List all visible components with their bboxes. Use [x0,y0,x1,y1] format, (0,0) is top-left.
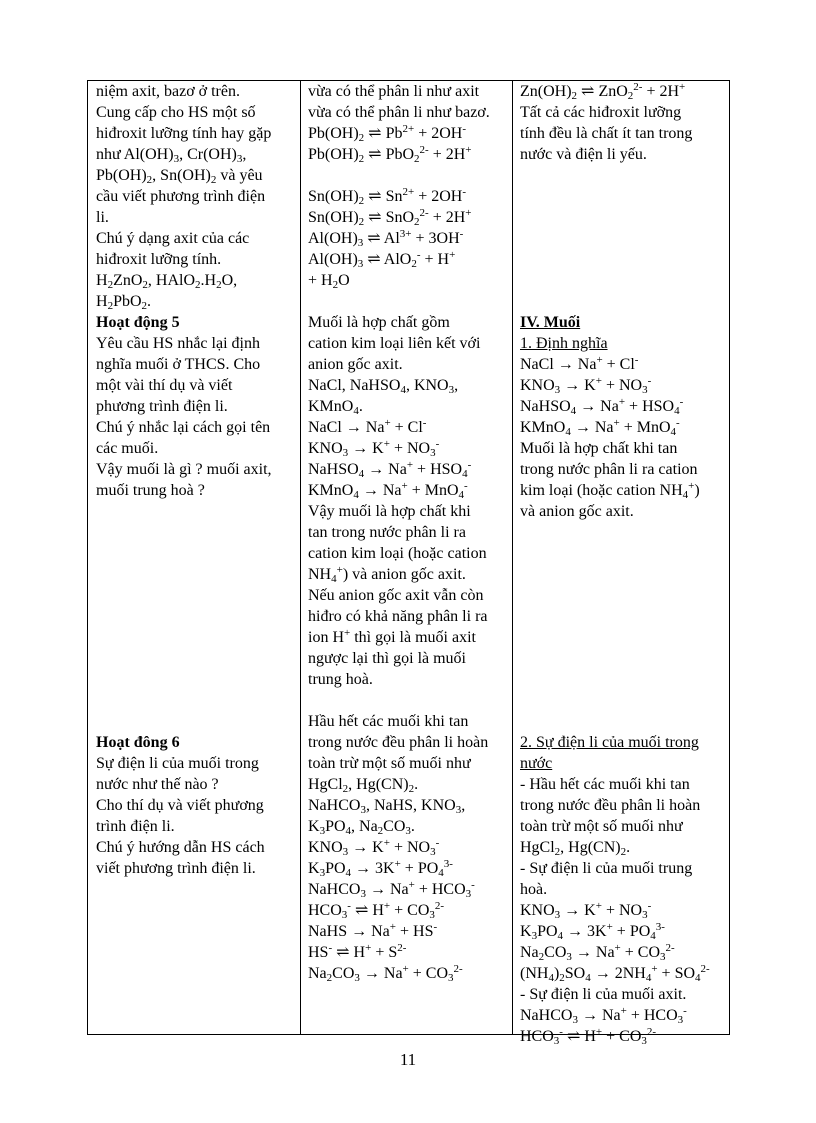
text-line: Vậy muối là gì ? muối axit, [96,461,272,478]
equation-line: NaCl → Na+ + Cl- [308,417,427,436]
formula-line: như $Al(OH)_3$, $Cr(OH)_3$, [96,146,247,165]
text-line: vừa có thể phân li như bazơ. [308,104,490,121]
text-line: Chú ý hướng dẫn HS cách [96,839,265,856]
student-activity-column [308,81,508,984]
equation-line: $K_3PO_4 \to 3K^+ + PO_4^{3-}$ [308,858,453,879]
text-line: hiđroxit lưỡng tính. [96,251,222,268]
equation-line: $KNO_3 \to K^+ + NO_3^-$ [520,375,652,396]
column-divider [512,81,513,1034]
equation-line: $Pb(OH)_2$ ⇌ PbO$_2^{2-}$ + 2H+ [308,144,472,165]
text-line: Nếu anion gốc axit vẫn còn [308,587,484,604]
text-line: tính đều là chất ít tan trong [520,125,693,142]
text-line: nghĩa muối ở THCS. Cho [96,356,261,373]
formula-line: HgCl$_2$, $Hg(CN)_2$. [308,776,419,795]
text-line: Hầu hết các muối khi tan [308,713,469,730]
formula-line: NaCl, NaHSO$_4$, $KNO_3$, [308,377,459,396]
text-line: Muối là hợp chất khi tan [520,440,678,457]
text-line: một vài thí dụ và viết [96,377,233,394]
equation-line: NaHCO$_3$ → $Na^+ + HCO_3^-$ [308,879,475,900]
text-line: các muối. [96,440,159,457]
equation-line: NaHSO$_4$ → $Na^+ + HSO_4^-$ [308,459,472,480]
formula-line: NaHCO$_3$, NaHS, $KNO_3$, [308,797,466,816]
text-line: muối trung hoà ? [96,482,205,499]
text-line: Yêu cầu HS nhắc lại định [96,335,260,352]
text-line: trung hoà. [308,671,373,688]
text-line: cation kim loại (hoặc cation [308,545,487,562]
text-line: - Sự điện li của muối axit. [520,986,687,1003]
equation-line: KMnO$_4$ → Na+ + MnO$_4$- [308,480,468,501]
formula-line: HgCl$_2$, $Hg(CN)_2$. [520,839,631,858]
text-line: - Hầu hết các muối khi tan [520,776,690,793]
text-line: hoà. [520,881,548,898]
teacher-activity-column [96,81,296,879]
text-line: cầu viết phương trình điện [96,188,266,205]
equation-line: $K_3PO_4 \to 3K^+ + PO_4^{3-}$ [520,921,665,942]
text-line: viết phương trình điện li. [96,860,256,877]
formula-line: $Pb(OH)_2$, $Sn(OH)_2$ và yêu [96,167,263,186]
equation-line: $Al(OH)_3$ ⇌ AlO$_2$- + H+ [308,249,456,270]
equation-line: NaHCO$_3$ → $Na^+ + HCO_3^-$ [520,1005,687,1026]
text-line: Vậy muối là hợp chất khi [308,503,471,520]
text-line: trình điện li. [96,818,175,835]
formula-line: $H_2ZnO_2$, $HAlO_2.H_2O$, [96,272,238,291]
formula-line: $H_2PbO_2$. [96,293,152,312]
equation-line: KMnO$_4$ → Na+ + MnO$_4$- [520,417,680,438]
text-line: hiđroxit lưỡng tính hay gặp [96,125,272,142]
text-line: nước và điện li yếu. [520,146,647,163]
text-line: trong nước đều phân li hoàn [308,734,489,751]
subsection-heading: 2. Sự điện li của muối trong [520,734,699,751]
text-line: hiđro có khả năng phân li ra [308,608,488,625]
equation-line: $Al(OH)_3$ ⇌ $Al^{3+} + 3OH^-$ [308,228,464,249]
text-line: li. [96,209,109,226]
subsection-heading: 1. Định nghĩa [520,335,608,352]
equation-line: $Sn(OH)_2$ ⇌ SnO$_2^{2-}$ + 2H+ [308,207,472,228]
text-line: cation kim loại liên kết với [308,335,481,352]
text-line: toàn trừ một số muối như [520,818,683,835]
section-heading: IV. Muối [520,314,581,331]
page-number: 11 [399,1050,417,1069]
equation-line: + $H_2O$ [308,272,350,291]
text-line: Cho thí dụ và viết phương [96,797,264,814]
equation-line: $KNO_3 \to K^+ + NO_3^-$ [520,900,652,921]
text-line: Chú ý dạng axit của các [96,230,250,247]
formula-line: kim loại (hoặc cation $NH_4^+$) [520,480,700,501]
text-line: Chú ý nhắc lại cách gọi tên [96,419,271,436]
lesson-table [87,80,730,1047]
equation-line: $Zn(OH)_2$ ⇌ ZnO$_2^{2-}$ + 2H+ [520,81,686,102]
text-line: Tất cả các hiđroxit lưỡng [520,104,682,121]
equation-line: NaHS → Na+ + HS- [308,921,438,940]
equation-line: $Pb(OH)_2$ ⇌ $Pb^{2+} + 2OH^-$ [308,123,467,144]
text-line: toàn trừ một số muối như [308,755,471,772]
text-line: ngược lại thì gọi là muối [308,650,466,667]
equation-line: $HCO_3^-$ ⇌ $H^+ + CO_3^{2-}$ [308,900,445,921]
text-line: phương trình điện li. [96,398,228,415]
lesson-content-column [520,81,725,1047]
text-line: niệm axit, bazơ ở trên. [96,83,240,100]
equation-line: $(NH_4)_2SO_4 \to 2NH_4^+ + SO_4^{2-}$ [520,963,710,984]
text-line: nước như thế nào ? [96,776,219,793]
text-line: Cung cấp cho HS một số [96,104,256,121]
text-line: tan trong nước phân li ra [308,524,466,541]
subsection-heading: nước [520,755,553,772]
text-line: Sự điện li của muối trong [96,755,259,772]
text-line: - Sự điện li của muối trung [520,860,693,877]
formula-line: KMnO$_4$. [308,398,363,417]
equation-line: NaHSO$_4$ → $Na^+ + HSO_4^-$ [520,396,684,417]
equation-line: $HCO_3^-$ ⇌ $H^+ + CO_3^{2-}$ [520,1026,657,1047]
formula-line: ion H+ thì gọi là muối axit [308,627,476,646]
text-line: và anion gốc axit. [520,503,634,520]
text-line: trong nước phân li ra cation [520,461,698,478]
equation-line: $Na_2CO_3 \to Na^+ + CO_3^{2-}$ [308,963,463,984]
text-line: trong nước đều phân li hoàn [520,797,701,814]
equation-line: $Sn(OH)_2$ ⇌ $Sn^{2+} + 2OH^-$ [308,186,467,207]
activity-heading: Hoạt đông 6 [96,734,180,751]
equation-line: $Na_2CO_3 \to Na^+ + CO_3^{2-}$ [520,942,675,963]
text-line: anion gốc axit. [308,356,403,373]
formula-line: $NH_4^+$) và anion gốc axit. [308,564,466,585]
column-divider [300,81,301,1034]
text-line: Muối là hợp chất gồm [308,314,450,331]
activity-heading: Hoạt động 5 [96,314,180,331]
equation-line: NaCl → Na+ + Cl- [520,354,639,373]
text-line: vừa có thể phân li như axit [308,83,480,100]
equation-line: $KNO_3 \to K^+ + NO_3^-$ [308,837,440,858]
equation-line: $KNO_3 \to K^+ + NO_3^-$ [308,438,440,459]
formula-line: $K_3PO_4$, $Na_2CO_3$. [308,818,415,837]
equation-line: HS- ⇌ $H^+ + S^{2-}$ [308,942,407,961]
